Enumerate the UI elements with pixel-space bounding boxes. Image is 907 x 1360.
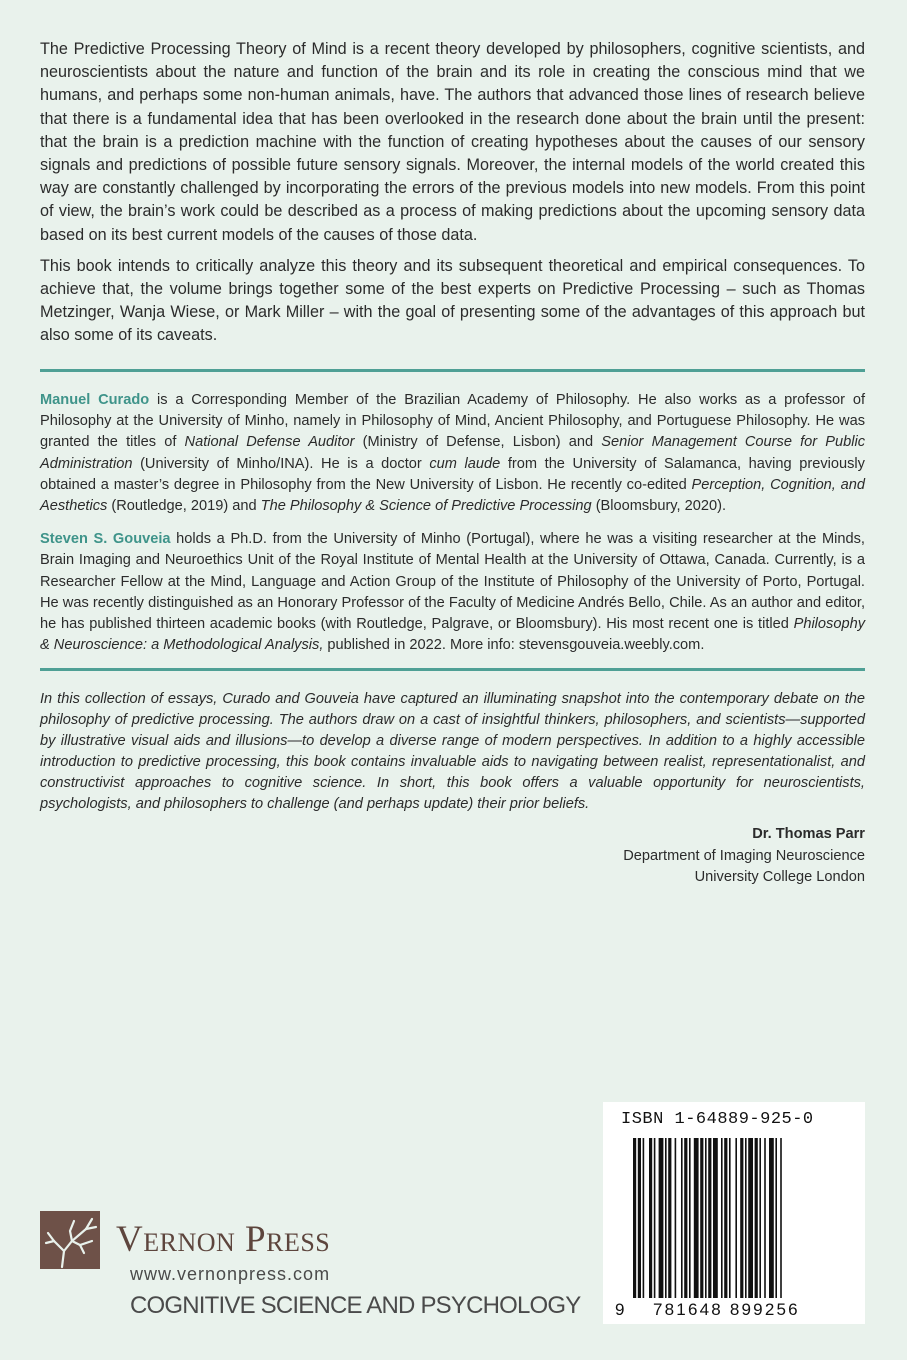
barcode-bar: [643, 1138, 645, 1298]
barcode-bar: [708, 1138, 711, 1298]
endorsement-attribution: [623, 824, 865, 889]
barcode-bar: [659, 1138, 664, 1298]
barcode-bars: [633, 1138, 833, 1298]
description-paragraph-1: The Predictive Processing Theory of Mind is a recent theory developed by philosophers, cognitive scientists, and neuroscientists about the nature and function of the brain and its role in creating the conscious mind that we humans, and perhaps some non-human animals, have. The authors that advanced those lines of research believe that there is a fundamental idea that has been overlooked in the research done about the brain until the present: that the brain is a prediction machine with the function of creating hypotheses about the causes of our sensory signals and predictions of possible future sensory signals. Moreover, the internal models of the world created this way are constantly challenged by incorporating the errors of the previous models into new models. From this point of view, the brain’s work could be described as a process of making predictions about the upcoming sensory data based on its best current models of the causes of those data.: [40, 40, 865, 244]
publisher-name: Vernon Press: [116, 1219, 331, 1260]
bio-gouveia: Steven S. Gouveia holds a Ph.D. from the University of Minho (Portugal), where he was a visiting researcher at the Minds, Brain Imaging and Neuroethics Unit of the Royal Institute of Mental Health at the University of Ottawa, Canada. Currently, is a Researcher Fellow at the Mind, Language and Action Group of the Institute of Philosophy of the University of Porto, Portugal. He was recently distinguished as an Honorary Professor of the Faculty of Medicine Andrés Bello, Chile. As an author and editor, he has published thirteen academic books (with Routledge, Palgrave, or Bloomsbury). His most recent one is titled Philosophy & Neuroscience: a Methodological Analysis, published in 2022. More info: stevensgouveia.weebly.com.: [40, 531, 865, 654]
barcode-bar: [735, 1138, 737, 1298]
description: [40, 38, 865, 356]
series-name: COGNITIVE SCIENCE AND PSYCHOLOGY: [130, 1292, 581, 1319]
barcode-bar: [694, 1138, 699, 1298]
barcode-bar: [745, 1138, 747, 1298]
barcode-bar: [775, 1138, 777, 1298]
barcode-bar: [759, 1138, 761, 1298]
barcode-bar: [675, 1138, 677, 1298]
endorser-university: University College London: [694, 869, 865, 885]
barcode-bar: [748, 1138, 753, 1298]
bio-curado: Manuel Curado is a Corresponding Member of the Brazilian Academy of Philosophy. He also works as a professor of Philosophy at the University of Minho, namely in Philosophy of Mind, Ancient Philosophy, and Portuguese Philosophy. He was granted the titles of National Defense Auditor (Ministry of Defense, Lisbon) and Senior Management Course for Public Administration (University of Minho/INA). He is a doctor cum laude from the University of Salamanca, having previously obtained a master’s degree in Philosophy from the New University of Lisbon. He recently co-edited Perception, Cognition, and Aesthetics (Routledge, 2019) and The Philosophy & Science of Predictive Processing (Bloomsbury, 2020).: [40, 392, 866, 515]
author-bios: [40, 390, 865, 668]
barcode-bar: [654, 1138, 656, 1298]
barcode-bar: [681, 1138, 683, 1298]
barcode-bar: [764, 1138, 766, 1298]
barcode-bar: [724, 1138, 727, 1298]
barcode-bar: [700, 1138, 703, 1298]
endorser-department: Department of Imaging Neuroscience: [623, 847, 865, 864]
publisher-block: [40, 1208, 600, 1328]
barcode-bar: [769, 1138, 774, 1298]
barcode-bar: [705, 1138, 707, 1298]
endorser-name: Dr. Thomas Parr: [752, 826, 865, 842]
divider-bottom: [40, 668, 865, 671]
barcode-bar: [633, 1138, 636, 1298]
divider-top: [40, 369, 865, 372]
isbn-number: ISBN 1-64889-925-0: [621, 1110, 814, 1129]
author-name: Manuel Curado: [40, 392, 150, 408]
barcode-bar: [668, 1138, 671, 1298]
barcode-bar: [780, 1138, 782, 1298]
barcode-bar: [638, 1138, 641, 1298]
author-name: Steven S. Gouveia: [40, 531, 171, 548]
endorsement-quote: In this collection of essays, Curado and Gouveia have captured an illuminating snapshot into the contemporary debate on the philosophy of predictive processing. The authors draw on a cast of insightful thinkers, philosophers, and scientists—supported by illustrative visual aids and illusions—to develop a diverse range of modern perspectives. In addition to a highly accessible introduction to predictive processing, this book contains invaluable aids to navigating between realist, representationalist, and constructivist approaches to cognitive science. In short, this book offers a valuable opportunity for neuroscientists, psychologists, and philosophers to challenge (and perhaps update) their prior beliefs.: [40, 691, 865, 813]
tree-logo-icon: [40, 1211, 100, 1269]
barcode-bar: [755, 1138, 758, 1298]
barcode-bar: [729, 1138, 731, 1298]
barcode-bar: [689, 1138, 691, 1298]
isbn-barcode: ISBN 1-64889-925-0 9 781648 899256: [603, 1102, 865, 1324]
publisher-url: www.vernonpress.com: [130, 1264, 331, 1284]
barcode-bar: [665, 1138, 667, 1298]
barcode-bar: [721, 1138, 723, 1298]
barcode-bar: [649, 1138, 652, 1298]
description-paragraph-2: This book intends to critically analyze this theory and its subsequent theoretical and empirical consequences. To achieve that, the volume brings together some of the best experts on Predictive Processing – such as Thomas Metzinger, Wanja Wiese, or Mark Miller – with the goal of presenting some of the advantages of this approach but also some of its caveats.: [40, 256, 865, 345]
barcode-bar: [713, 1138, 718, 1298]
barcode-bar: [684, 1138, 687, 1298]
barcode-bar: [740, 1138, 743, 1298]
